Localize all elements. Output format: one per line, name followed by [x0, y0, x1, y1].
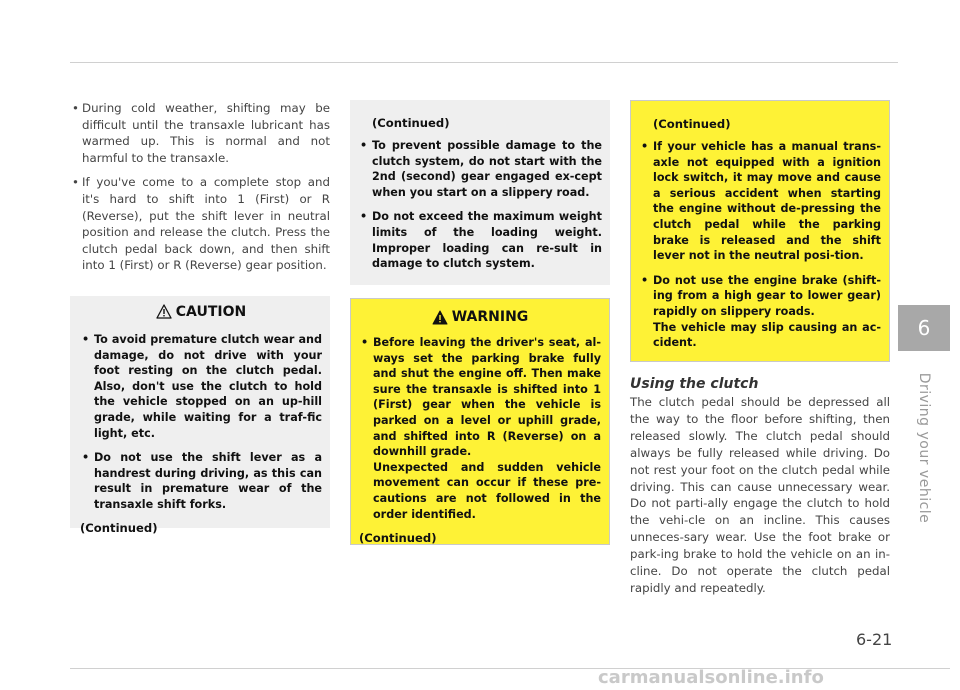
page-number: 6-21	[856, 630, 893, 649]
caution-box	[70, 296, 330, 536]
list-item: • If your vehicle has a manual trans-axle not equipped with a ignition lock switch, it may move and cause a serious accident when starting the engine without de-pressing the clutch pedal while the parking brake is released and the shift lever not in the neutral posi-tion.	[639, 139, 881, 264]
warning-text: Before leaving the driver's seat, al-ways set the parking brake fully and shut the engine off. Then make sure the transaxle is shifted into 1 (First) gear when the vehicle is parked on a level or uphill grade, and shifted into R (Reverse) on a downhill grade.	[373, 336, 601, 459]
warning-continued-list	[639, 139, 881, 351]
watermark: carmanualsonline.info	[598, 667, 824, 688]
warning-triangle-icon	[156, 304, 172, 319]
caution-title: CAUTION	[175, 303, 247, 320]
list-item: • During cold weather, shifting may be difficult until the transaxle lubricant has warmed up. This is normal and not harmful to the transaxle.	[70, 100, 330, 166]
clutch-section	[630, 376, 890, 597]
chapter-title: Driving your vehicle	[916, 372, 932, 524]
left-column	[70, 100, 330, 536]
continued-label: (Continued)	[80, 521, 158, 536]
warning-text-extra: Unexpected and sudden vehicle movement can occur if these pre-cautions are not followed in the order identified.	[373, 460, 601, 521]
warning-header	[359, 309, 601, 325]
intro-bullet-list	[70, 100, 330, 274]
continued-label: (Continued)	[359, 531, 437, 546]
list-item: • To prevent possible damage to the clutch system, do not start with the 2nd (second) gear engaged ex-cept when you start on a slippery road.	[358, 138, 602, 200]
section-title: Using the clutch	[630, 376, 759, 392]
right-column	[630, 100, 890, 597]
caution-list	[80, 332, 322, 513]
list-item: • To avoid premature clutch wear and damage, do not drive with your foot resting on the clutch pedal. Also, don't use the clutch to hold the vehicle stopped on an up-hill grade, while waiting for a traf-fic light, etc.	[80, 332, 322, 441]
list-item: • Do not use the shift lever as a handrest during driving, as this can result in premature wear of the transaxle shift forks.	[80, 450, 322, 512]
warning-box	[350, 298, 610, 545]
warning-title: WARNING	[451, 309, 529, 325]
list-item: • Do not exceed the maximum weight limits of the loading weight. Improper loading can re-sult in damage to clutch system.	[358, 209, 602, 271]
top-divider	[70, 62, 898, 63]
caution-header	[80, 304, 322, 320]
list-item	[639, 273, 881, 351]
warning-list	[359, 335, 601, 522]
caution-continued-box	[350, 100, 610, 285]
warning-text: Do not use the engine brake (shift-ing from a high gear to lower gear) rapidly on slippery roads.	[653, 273, 881, 318]
continued-heading: (Continued)	[372, 116, 450, 130]
warning-triangle-icon	[432, 310, 448, 325]
section-body: The clutch pedal should be depressed all the way to the floor before shifting, then released slowly. The clutch pedal should always be fully released while driving. Do not rest your foot on the clutch pedal while driving. This can cause unnecessary wear. Do not parti-ally engage the clutch to hold the vehi-cle on an incline. This causes unneces-sary wear. Use the foot brake or park-ing brake to hold the vehicle on an in-cline. Do not operate the clutch pedal rapidly and repeatedly.	[630, 395, 890, 595]
list-item: • If you've come to a complete stop and it's hard to shift into 1 (First) or R (Reverse), put the shift lever in neutral position and release the clutch. Press the clutch pedal back down, and then shift into 1 (First) or R (Reverse) gear position.	[70, 174, 330, 274]
list-item	[359, 335, 601, 522]
chapter-tab: 6	[898, 305, 950, 351]
caution-continued-list	[358, 138, 602, 272]
warning-text-extra: The vehicle may slip causing an ac-cident.	[653, 320, 881, 350]
middle-column	[350, 100, 610, 545]
continued-heading: (Continued)	[653, 117, 731, 131]
warning-continued-box	[630, 100, 890, 362]
